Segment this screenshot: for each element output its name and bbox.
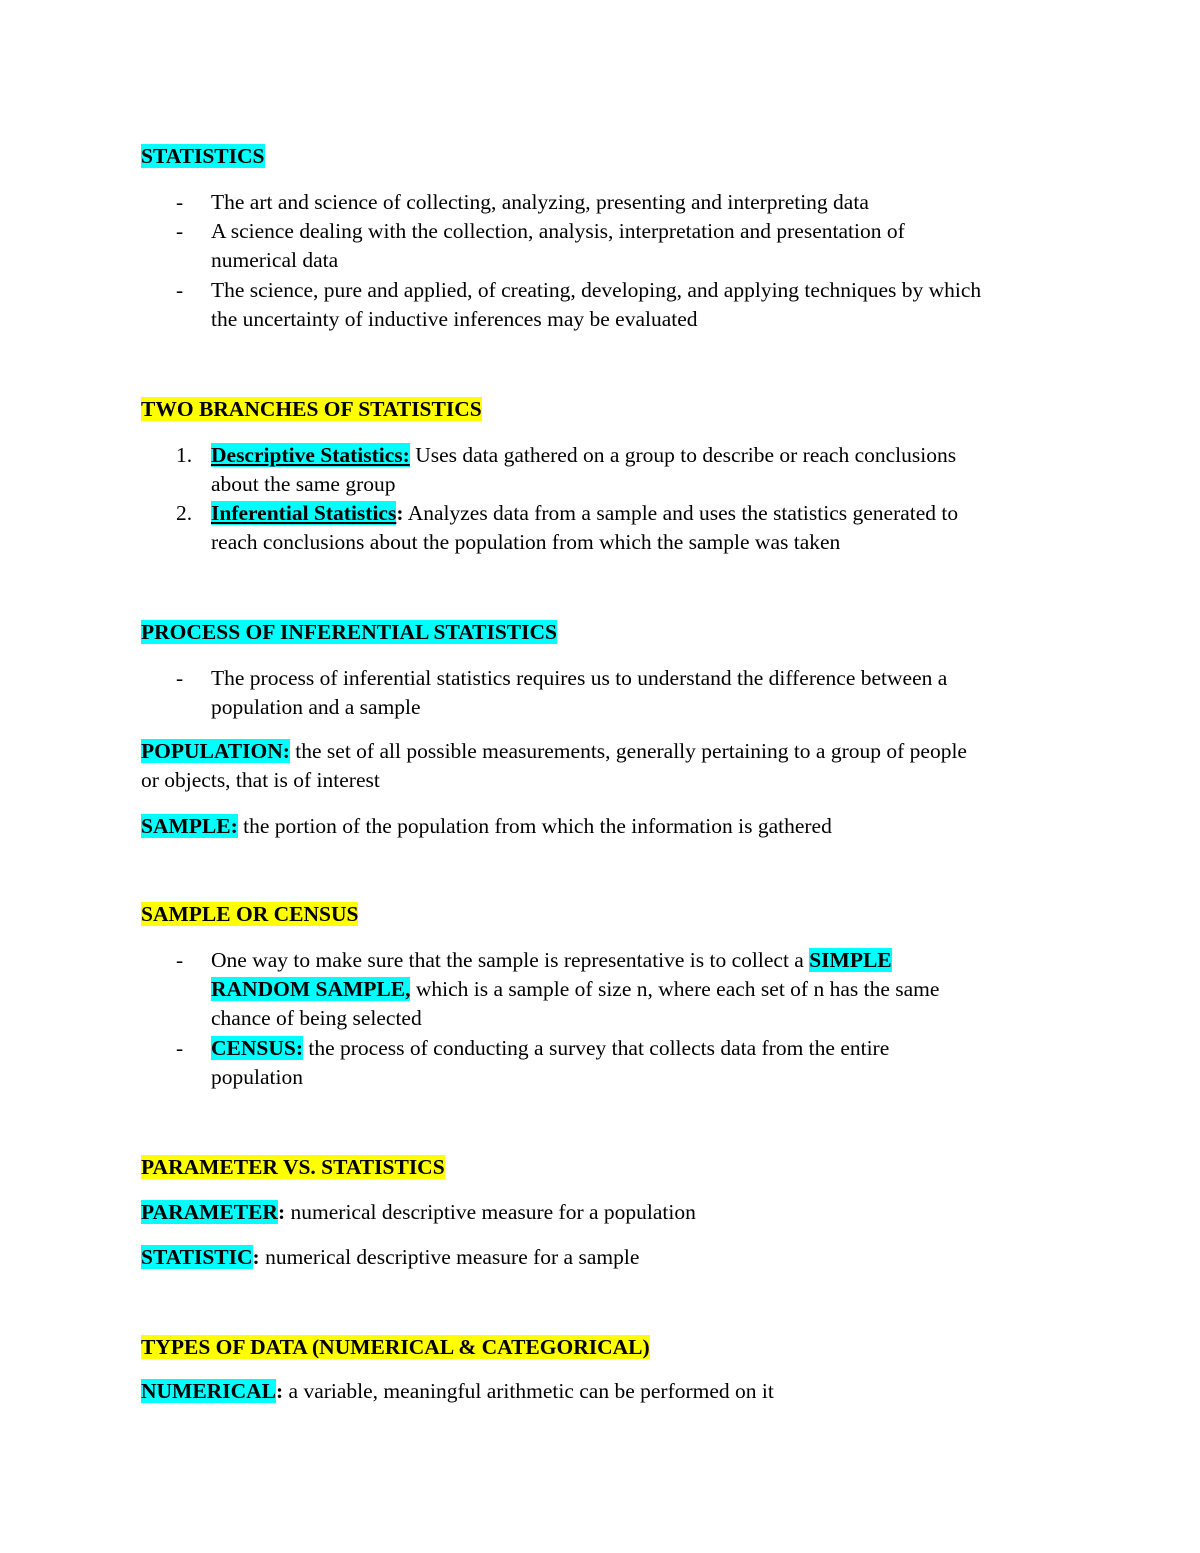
- inferential-statistics-colon: :: [396, 501, 404, 525]
- heading-process-inferential-text: PROCESS OF INFERENTIAL STATISTICS: [141, 620, 557, 644]
- heading-parameter-vs-statistics-text: PARAMETER VS. STATISTICS: [141, 1155, 445, 1179]
- parameter-colon: :: [277, 1200, 286, 1224]
- population-text: the set of all possible measurements, generally pertaining to a group of people: [289, 739, 967, 763]
- heading-two-branches: [141, 395, 482, 424]
- heading-types-of-data-text: TYPES OF DATA (NUMERICAL & CATEGORICAL): [141, 1335, 650, 1359]
- heading-sample-or-census: [141, 900, 358, 929]
- statistics-def-2-line-2: numerical data: [211, 248, 339, 272]
- bullet-marker: -: [176, 948, 184, 972]
- statistics-def-1: The art and science of collecting, analyzing, presenting and interpreting data: [211, 190, 869, 214]
- simple-random-line-2: [211, 975, 939, 1004]
- inferential-statistics-text: Analyzes data from a sample and uses the statistics generated to: [403, 501, 959, 525]
- random-sample-term: RANDOM SAMPLE,: [211, 977, 411, 1001]
- process-bullet-line-1: The process of inferential statistics requires us to understand the difference between a: [211, 666, 948, 690]
- population-term: POPULATION:: [141, 739, 290, 763]
- numerical-text: a variable, meaningful arithmetic can be performed on it: [283, 1379, 774, 1403]
- bullet-marker: -: [176, 219, 184, 243]
- parameter-term: PARAMETER: [141, 1200, 278, 1224]
- descriptive-statistics-line-2: about the same group: [211, 472, 396, 496]
- statistics-def-2-line-1: A science dealing with the collection, analysis, interpretation and presentation of: [211, 219, 905, 243]
- parameter-text: numerical descriptive measure for a population: [285, 1200, 696, 1224]
- heading-statistics-text: STATISTICS: [141, 144, 265, 168]
- heading-statistics: [141, 142, 265, 171]
- numerical-def: [141, 1377, 774, 1406]
- simple-random-line-1: [211, 946, 892, 975]
- number-marker: 2.: [176, 501, 193, 525]
- bullet-marker: -: [176, 190, 184, 214]
- population-def-line-2: or objects, that is of interest: [141, 768, 380, 792]
- simple-random-text: which is a sample of size n, where each set of n has the same: [410, 977, 940, 1001]
- inferential-statistics-line-1: [211, 499, 958, 528]
- heading-types-of-data: [141, 1333, 650, 1362]
- simple-random-line-3: chance of being selected: [211, 1006, 422, 1030]
- census-line-1: [211, 1034, 889, 1063]
- bullet-marker: -: [176, 278, 184, 302]
- descriptive-statistics-line-1: [211, 441, 956, 470]
- inferential-statistics-line-2: reach conclusions about the population from which the sample was taken: [211, 530, 841, 554]
- sample-term: SAMPLE:: [141, 814, 238, 838]
- heading-sample-or-census-text: SAMPLE OR CENSUS: [141, 902, 359, 926]
- statistic-term: STATISTIC: [141, 1245, 253, 1269]
- parameter-def: [141, 1198, 696, 1227]
- sample-def: [141, 812, 832, 841]
- heading-process-inferential: [141, 618, 557, 647]
- inferential-statistics-term: Inferential Statistics: [211, 501, 397, 525]
- heading-two-branches-text: TWO BRANCHES OF STATISTICS: [141, 397, 482, 421]
- process-bullet-line-2: population and a sample: [211, 695, 421, 719]
- statistics-def-3-line-2: the uncertainty of inductive inferences may be evaluated: [211, 307, 698, 331]
- simple-term: SIMPLE: [809, 948, 892, 972]
- number-marker: 1.: [176, 443, 193, 467]
- bullet-marker: -: [176, 666, 184, 690]
- descriptive-statistics-term: Descriptive Statistics:: [211, 443, 410, 467]
- simple-random-intro: One way to make sure that the sample is representative is to collect a: [211, 948, 810, 972]
- statistic-colon: :: [252, 1245, 260, 1269]
- census-line-2: population: [211, 1065, 303, 1089]
- descriptive-statistics-text: Uses data gathered on a group to describe or reach conclusions: [409, 443, 957, 467]
- statistic-text: numerical descriptive measure for a sample: [259, 1245, 640, 1269]
- sample-text: the portion of the population from which the information is gathered: [237, 814, 832, 838]
- numerical-term: NUMERICAL: [141, 1379, 276, 1403]
- statistic-def: [141, 1243, 639, 1272]
- numerical-colon: :: [275, 1379, 284, 1403]
- heading-parameter-vs-statistics: [141, 1153, 445, 1182]
- census-term: CENSUS:: [211, 1036, 303, 1060]
- census-text: the process of conducting a survey that collects data from the entire: [303, 1036, 890, 1060]
- bullet-marker: -: [176, 1036, 184, 1060]
- population-def-line-1: [141, 737, 967, 766]
- statistics-def-3-line-1: The science, pure and applied, of creating, developing, and applying techniques by which: [211, 278, 982, 302]
